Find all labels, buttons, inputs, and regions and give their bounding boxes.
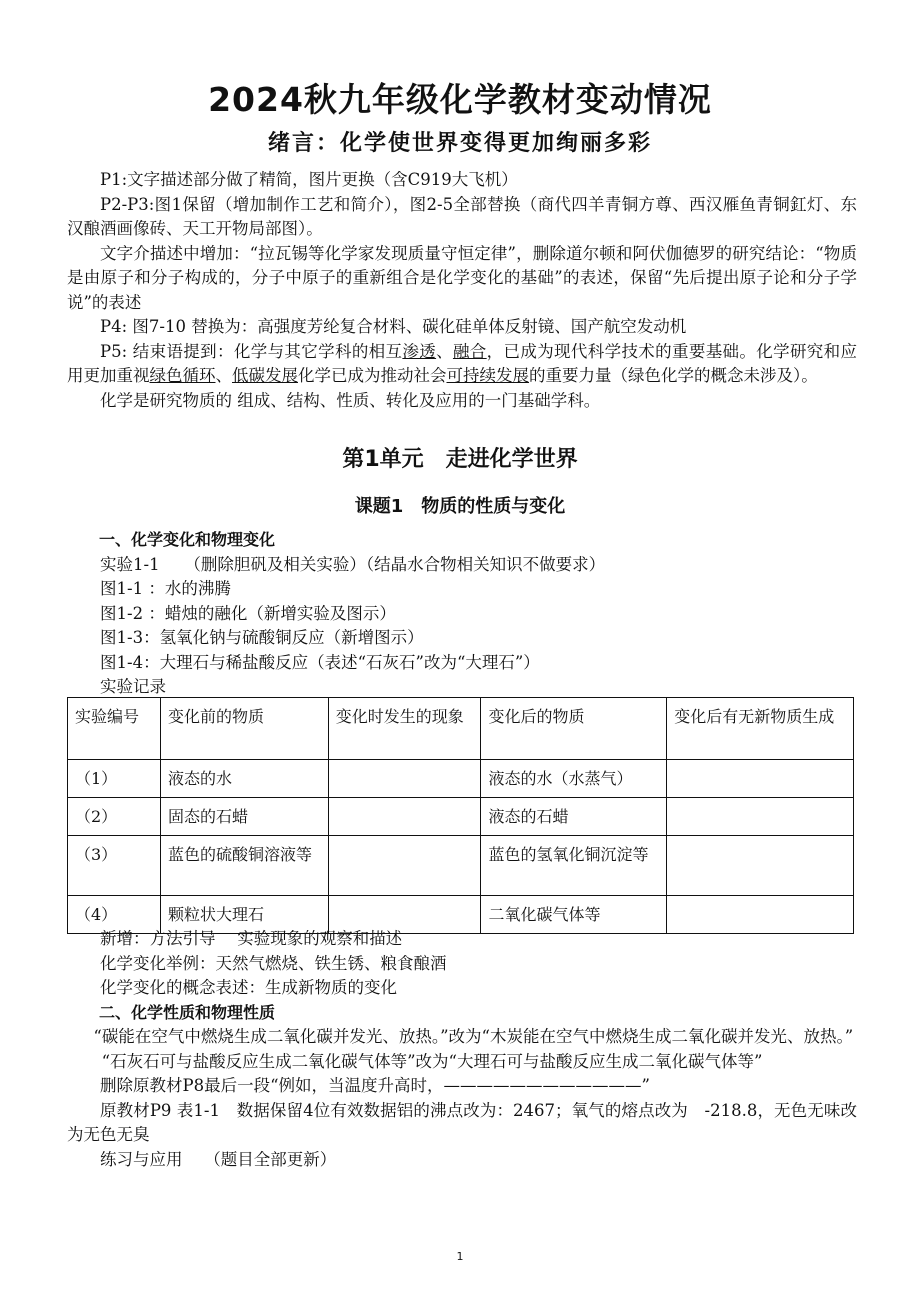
table-cell: （2） [68, 798, 161, 836]
table-cell: 蓝色的硫酸铜溶液等 [160, 836, 328, 896]
section-1-after [67, 927, 857, 1172]
section-1-line: 图1-4：大理石与稀盐酸反应（表述“石灰石”改为“大理石”） [100, 652, 540, 672]
table-cell [667, 798, 854, 836]
table-header-cell: 变化后的物质 [481, 698, 667, 760]
table-row [68, 798, 854, 836]
table-cell: （1） [68, 760, 161, 798]
table-cell: 液态的石蜡 [481, 798, 667, 836]
lesson-heading: 课题1 物质的性质与变化 [354, 496, 566, 517]
document-title: 2024秋九年级化学教材变动情况 [208, 80, 712, 119]
table-cell: 液态的水（水蒸气） [481, 760, 667, 798]
underlined-term: 融合 [452, 341, 487, 361]
section-1-line: 实验记录 [100, 677, 166, 696]
section-1-line: 实验1-1 （删除胆矾及相关实验）（结晶水合物相关知识不做要求） [100, 554, 606, 574]
underlined-term: 可持续发展 [446, 366, 529, 385]
section-2-heading: 二、化学性质和物理性质 [99, 1002, 276, 1022]
section-2-para: 练习与应用 （题目全部更新） [100, 1149, 337, 1169]
section-1-heading: 一、化学变化和物理变化 [99, 530, 276, 549]
text: 、 [215, 366, 232, 385]
text: 化学已成为推动社会 [298, 366, 447, 385]
text: 的重要力量（绿色化学的概念未涉及）。 [529, 366, 818, 385]
experiment-record-table [67, 697, 854, 934]
section-2-para: 原教材P9 表1-1 数据保留4位有效数据铝的沸点改为：2467；氧气的熔点改为 -218.8，无色无味改为无色无臭 [67, 1100, 857, 1144]
underlined-term: 渗透 [402, 341, 437, 361]
intro-section [67, 168, 857, 413]
section-1-line: 图1-3：氢氧化钠与硫酸铜反应（新增图示） [100, 628, 424, 647]
intro-p6: 化学是研究物质的 组成、结构、性质、转化及应用的一门基础学科。 [100, 390, 601, 410]
section-2-para: “碳能在空气中燃烧生成二氧化碳并发光、放热。”改为“木炭能在空气中燃烧生成二氧化碳并发光、放热。” [93, 1027, 854, 1046]
page-number: 1 [456, 1250, 464, 1263]
underlined-term: 绿色循环 [149, 366, 216, 385]
table-cell [328, 798, 481, 836]
table-cell: 液态的水 [160, 760, 328, 798]
table-cell [328, 760, 481, 798]
text: P5: 结束语提到：化学与其它学科的相互 [100, 341, 403, 361]
section-2-para: “石灰石可与盐酸反应生成二氧化碳气体等”改为“大理石可与盐酸反应生成二氧化碳气体等” [101, 1051, 763, 1071]
underlined-term: 低碳发展 [232, 366, 298, 385]
unit-heading: 第1单元 走进化学世界 [342, 447, 578, 472]
table-header-row [68, 698, 854, 760]
table-header-cell: 变化前的物质 [160, 698, 328, 760]
table-cell: （3） [68, 836, 161, 896]
table-row [68, 836, 854, 896]
intro-p5 [67, 340, 857, 389]
table-cell: 颗粒状大理石 [160, 896, 328, 934]
table-cell: （4） [68, 896, 161, 934]
intro-p3: 文字介描述中增加：“拉瓦锡等化学家发现质量守恒定律”，删除道尔顿和阿伏伽德罗的研究结论：“物质是由原子和分子构成的，分子中原子的重新组合是化学变化的基础”的表述，保留“先后提出原子论和分子学说”的表述 [67, 243, 857, 312]
text: ，已成为现代科学技术的重要基础。化学研究和应用更加重视 [67, 341, 858, 385]
intro-p2: P2-P3:图1保留（增加制作工艺和简介），图2-5全部替换（商代四羊青铜方尊、西汉雁鱼青铜釭灯、东汉酿酒画像砖、天工开物局部图）。 [67, 194, 857, 238]
table-header-cell: 实验编号 [68, 698, 161, 760]
intro-p1: P1:文字描述部分做了精简，图片更换（含C919大飞机） [100, 170, 518, 189]
table-cell [328, 836, 481, 896]
text: 、 [436, 341, 453, 361]
intro-heading: 绪言：化学使世界变得更加绚丽多彩 [267, 131, 652, 156]
table-cell: 固态的石蜡 [160, 798, 328, 836]
note-line: 化学变化的概念表述：生成新物质的变化 [100, 978, 397, 997]
section-2-para: 删除原教材P8最后一段“例如，当温度升高时，————————————” [100, 1076, 650, 1095]
section-1-line: 图1-1 ：水的沸腾 [100, 579, 231, 598]
table-header-cell: 变化后有无新物质生成 [667, 698, 854, 760]
table-cell: 二氧化碳气体等 [481, 896, 667, 934]
section-1 [67, 528, 857, 700]
table-cell [667, 760, 854, 798]
note-line: 新增：方法引导 实验现象的观察和描述 [100, 929, 403, 948]
table-cell: 蓝色的氢氧化铜沉淀等 [481, 836, 667, 896]
intro-p4: P4: 图7-10 替换为：高强度芳纶复合材料、碳化硅单体反射镜、国产航空发动机 [100, 317, 687, 336]
note-line: 化学变化举例：天然气燃烧、铁生锈、粮食酿酒 [100, 953, 447, 973]
table-row [68, 760, 854, 798]
table-cell [667, 836, 854, 896]
section-1-line: 图1-2 ：蜡烛的融化（新增实验及图示） [100, 603, 396, 623]
table-header-cell: 变化时发生的现象 [328, 698, 481, 760]
